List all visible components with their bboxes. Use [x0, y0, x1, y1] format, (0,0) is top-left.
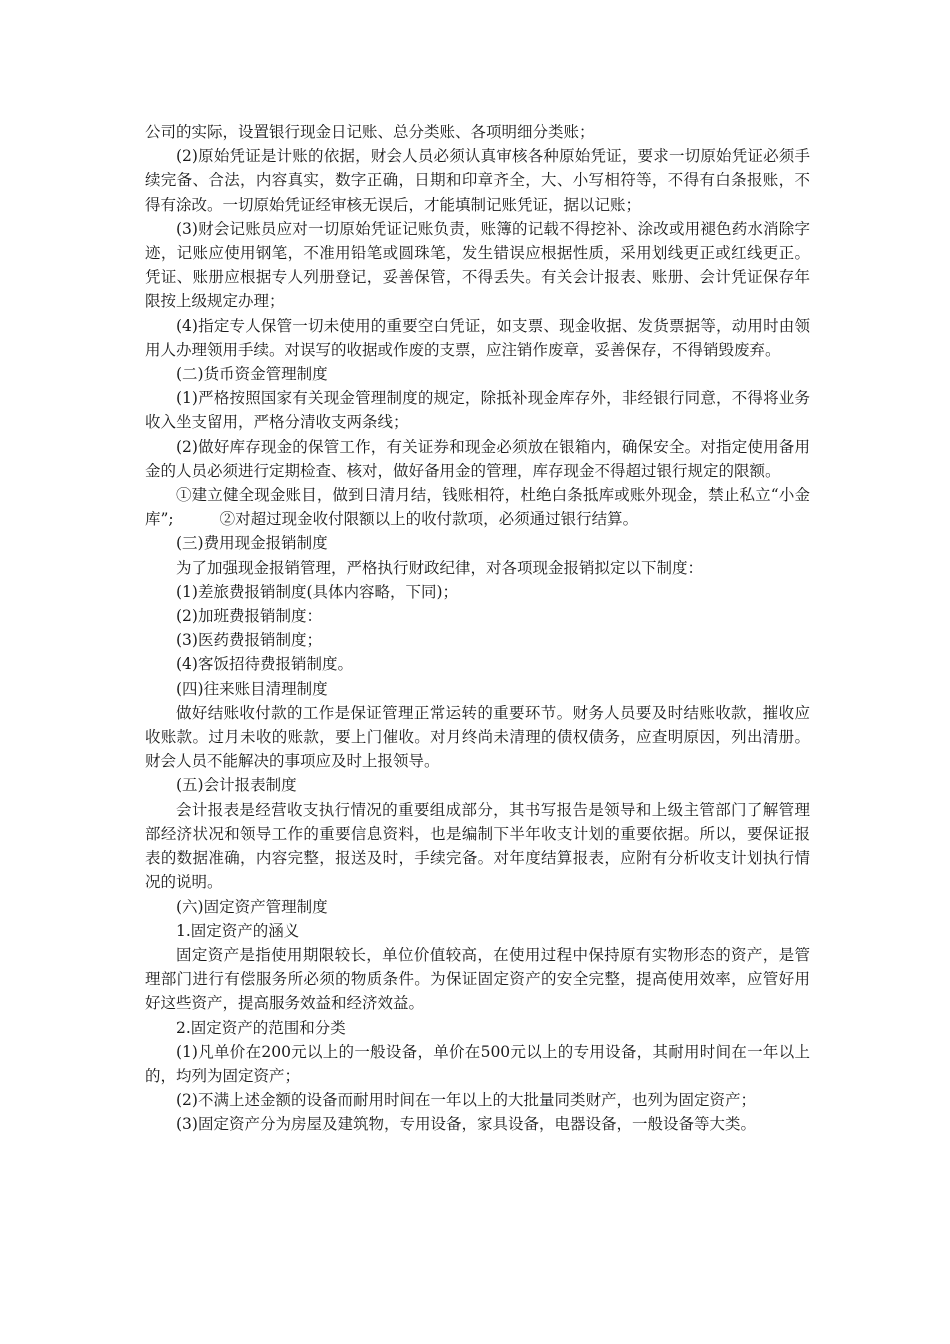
section-heading-monetary-funds: (二)货币资金管理制度 [176, 365, 328, 384]
paragraph-cash-custody: (2)做好库存现金的保管工作，有关证券和现金必须放在银箱内，确保安全。对指定使用备用金的人员必须进行定期检查、核对，做好备用金的管理，库存现金不得超过银行规定的限额。 [145, 437, 810, 480]
list-item-asset-threshold: (1)凡单价在200元以上的一般设备，单价在500元以上的专用设备，其耐用时间在一年以上的，均列为固定资产； [145, 1042, 810, 1085]
paragraph-blank-vouchers: (4)指定专人保管一切未使用的重要空白凭证，如支票、现金收据、发货票据等，动用时由领用人办理领用手续。对误写的收据或作废的支票，应注销作废章，妥善保存，不得销毁废弃。 [145, 316, 810, 359]
section-heading-accounting-reports: (五)会计报表制度 [176, 776, 297, 795]
list-item-medical: (3)医药费报销制度； [176, 631, 322, 650]
subheading-fixed-assets-definition: 1.固定资产的涵义 [176, 921, 300, 940]
cash-rule-item-1: ①建立健全现金账目，做到日清月结，钱账相符，杜绝白条抵库或账外现金，禁止私立“小金库”; [145, 486, 810, 529]
list-item-overtime: (2)加班费报销制度： [176, 607, 322, 626]
subheading-fixed-assets-scope: 2.固定资产的范围和分类 [176, 1018, 346, 1037]
paragraph-continuation: 公司的实际，设置银行现金日记账、总分类账、各项明细分类账； [145, 123, 595, 141]
paragraph-bookkeeper: (3)财会记账员应对一切原始凭证记账负责，账簿的记载不得挖补、涂改或用褪色药水消除字迹，记账应使用钢笔，不准用铅笔或圆珠笔，发生错误应根据性质，采用划线更正或红线更正。凭证、账册应根据专人列册登记，妥善保管，不得丢失。有关会计报表、账册、会计凭证保存年限按上级规定办理； [145, 219, 810, 311]
cash-rule-item-2: ②对超过现金收付限额以上的收付款项，必须通过银行结算。 [219, 510, 639, 529]
paragraph-cash-rules: (1)严格按照国家有关现金管理制度的规定，除抵补现金库存外，非经银行同意，不得将业务收入坐支留用，严格分清收支两条线； [145, 389, 810, 432]
document-body [145, 120, 810, 1137]
section-heading-expense-reimbursement: (三)费用现金报销制度 [176, 534, 328, 553]
paragraph-accounting-reports: 会计报表是经营收支执行情况的重要组成部分，其书写报告是领导和上级主管部门了解管理部经济状况和领导工作的重要信息资料，也是编制下半年收支计划的重要依据。所以，要保证报表的数据准确，内容完整，报送及时，手续完备。对年度结算报表，应附有分析收支计划执行情况的说明。 [145, 800, 810, 892]
section-heading-accounts-clearing: (四)往来账目清理制度 [176, 679, 328, 698]
paragraph-cash-accounts [145, 483, 810, 531]
list-item-hospitality: (4)客饭招待费报销制度。 [176, 655, 353, 674]
list-item-asset-categories: (3)固定资产分为房屋及建筑物，专用设备，家具设备，电器设备，一般设备等大类。 [176, 1115, 756, 1134]
paragraph-original-voucher: (2)原始凭证是计账的依据，财会人员必须认真审核各种原始凭证，要求一切原始凭证必须手续完备、合法，内容真实，数字正确，日期和印章齐全，大、小写相符等，不得有白条报账，不得有涂改。一切原始凭证经审核无误后，才能填制记账凭证，据以记账； [145, 147, 810, 214]
section-heading-fixed-assets: (六)固定资产管理制度 [176, 897, 328, 916]
list-item-travel: (1)差旅费报销制度(具体内容略，下同)； [176, 582, 459, 601]
paragraph-reimbursement-intro: 为了加强现金报销管理，严格执行财政纪律，对各项现金报销拟定以下制度： [176, 558, 704, 577]
paragraph-accounts-clearing: 做好结账收付款的工作是保证管理正常运转的重要环节。财务人员要及时结账收款，摧收应收账款。过月未收的账款，要上门催收。对月终尚未清理的债权债务，应查明原因，列出清册。财会人员不能解决的事项应及时上报领导。 [145, 703, 810, 771]
list-item-bulk-assets: (2)不满上述金额的设备而耐用时间在一年以上的大批量同类财产，也列为固定资产； [176, 1091, 756, 1110]
paragraph-fixed-assets-definition: 固定资产是指使用期限较长，单位价值较高，在使用过程中保持原有实物形态的资产，是管理部门进行有偿服务所必须的物质条件。为保证固定资产的安全完整，提高使用效率，应管好用好这些资产，提高服务效益和经济效益。 [145, 945, 810, 1013]
